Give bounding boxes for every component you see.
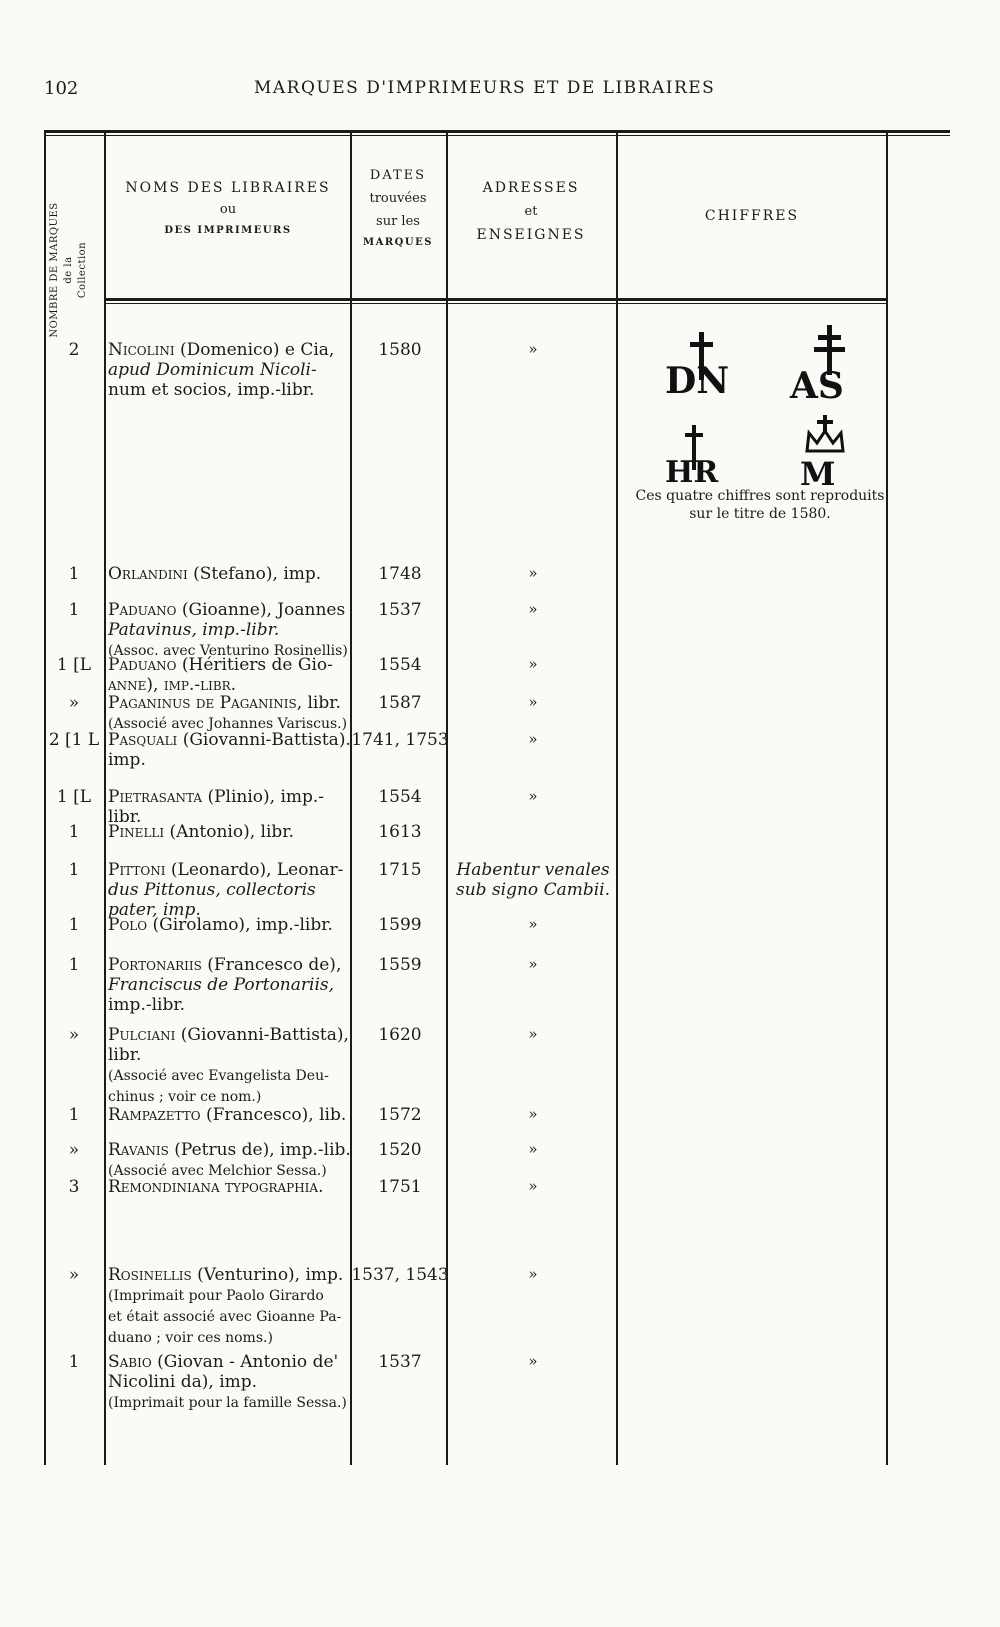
register-table: NOMBRE DE MARQUES de la Collection NOMS DES LIBRAIRES ou DES IMPRIMEURS DATES trouvées sur les MARQUES ADRESSES et ENSEIGNES CHIFFRES 2 Nicolini (Domenico) e Cia, apud Dominicum Nicoli- num et socios, imp.-libr. 1580 » 1 Orlandini (Stefano), imp. 1748 » 1 Paduano (Gioanne), Joannes Patavinus, imp.-libr. (Assoc. avec Venturino Rosinellis) 1537 » 1 [L Paduano (Héritiers de Gio- anne), imp.-libr. 1554 » » Paganinus de Paganinis, libr. (Associé avec Johannes Variscus.) 1587 » 2 [1 L Pasquali (Giovanni-Battista). imp. 1741, 1753 » 1 [L Pietrasanta (Plinio), imp.- libr. 1554 » 1 Pinelli (Antonio), libr. 1613 1 Pittoni (Leonardo), Leonar- dus Pittonus, collectoris pater, imp. 1715 Habentur venales sub signo Cambii. 1 Polo (Girolamo), imp.-libr. 1599 » 1 Portonariis (Francesco de), Franciscus de Portonariis, imp.-libr. 1559 » » Pulciani (Giovanni-Battista), libr. (Associé avec Evangelista Deu- chinus ; voir ce nom.) 1620 » 1 Rampazetto (Francesco), lib. 1572 » » Ravanis (Petrus de), imp.-lib. (Associé avec Melchior Sessa.) 1520 » 3 Remondiniana typographia. 1751 » » Rosinellis (Venturino), imp. (Imprimait pour Paolo Girardo et était associé avec Gioanne Pa- duano ; voir ces noms.) 1537, 1543 » 1 Sabio (Giovan - Antonio de' Nicolini da), imp. (Imprimait pour la famille Sessa.) 1537 »: [44, 130, 950, 1465]
page-number: 102: [44, 78, 79, 99]
header-rule-thin: [106, 303, 886, 304]
monogram-m-letter: M: [800, 455, 836, 493]
header-count: NOMBRE DE MARQUES de la Collection: [49, 202, 88, 338]
col-divider-count: [104, 130, 106, 1465]
header-names: NOMS DES LIBRAIRES ou DES IMPRIMEURS: [125, 180, 331, 236]
running-title: MARQUES D'IMPRIMEURS ET DE LIBRAIRES: [254, 78, 716, 98]
header-dates: DATES trouvées sur les MARQUES: [363, 168, 433, 248]
header-rule: [106, 298, 886, 301]
header-chiffres: CHIFFRES: [704, 208, 800, 224]
header-addresses: ADRESSES et ENSEIGNES: [476, 180, 586, 243]
monogram-m-crown: [795, 415, 855, 459]
page-header: [44, 78, 744, 108]
top-rule-thin: [44, 135, 950, 136]
monogram-hr-letters: HR: [665, 455, 719, 490]
monogram-dn-letters: DN: [665, 360, 730, 402]
chiffres-caption: Ces quatre chiffres sont reproduits sur le titre de 1580.: [635, 488, 885, 522]
monogram-as-letters: AS: [790, 365, 844, 407]
top-rule: [44, 130, 950, 133]
